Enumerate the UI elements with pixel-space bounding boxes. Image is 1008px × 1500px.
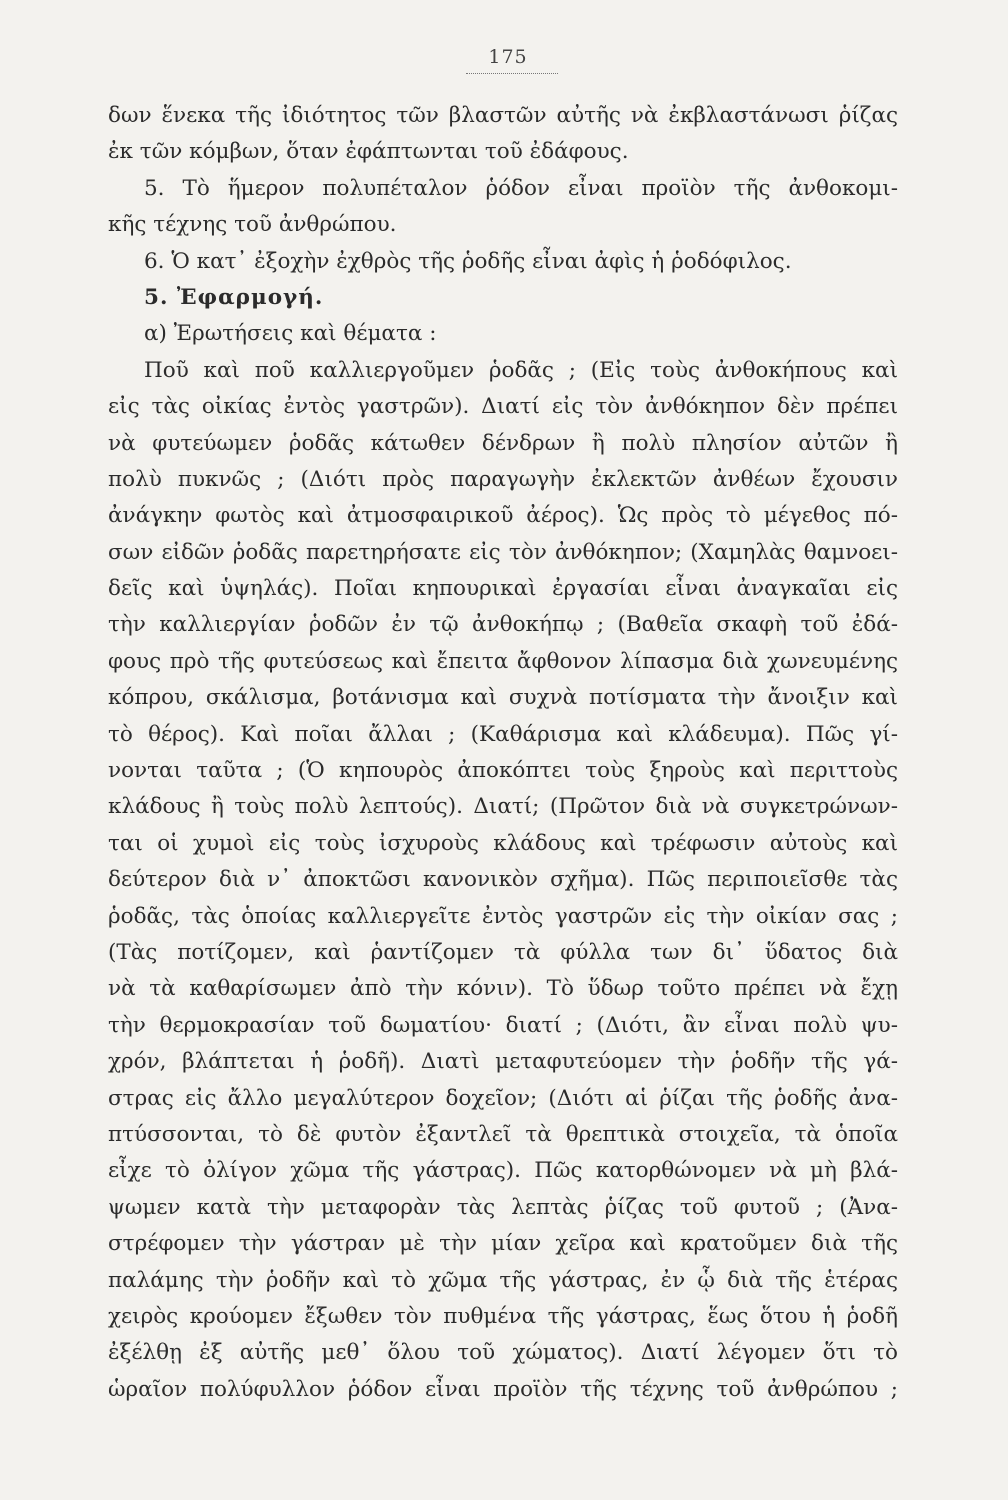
text-line: 6. Ὁ κατ᾽ ἐξοχὴν ἐχθρὸς τῆς ῥοδῆς εἶναι ἀφὶς ἡ ῥοδόφιλος.: [144, 248, 792, 274]
text-line: εἶχε τὸ ὀλίγον χῶμα τῆς γάστρας). Πῶς κατορθώνομεν νὰ μὴ βλά-: [108, 1158, 898, 1184]
text-line: ται οἱ χυμοὶ εἰς τοὺς ἰσχυροὺς κλάδους καὶ τρέφωσιν αὐτοὺς καὶ: [108, 830, 898, 856]
text-line: ῥοδᾶς, τὰς ὁποίας καλλιεργεῖτε ἐντὸς γαστρῶν εἰς τὴν οἰκίαν σας ;: [108, 903, 898, 929]
text-line: νὰ τὰ καθαρίσωμεν ἀπὸ τὴν κόνιν). Τὸ ὕδωρ τοῦτο πρέπει νὰ ἔχῃ: [108, 976, 898, 1002]
text-line: δεῖς καὶ ὑψηλάς). Ποῖαι κηπουρικαὶ ἐργασίαι εἶναι ἀναγκαῖαι εἰς: [108, 576, 898, 602]
section-heading: 5. Ἐφαρμογή.: [144, 284, 324, 310]
text-line: δεύτερον διὰ ν᾽ ἀποκτῶσι κανονικὸν σχῆμα). Πῶς περιποιεῖσθε τὰς: [108, 867, 898, 893]
text-line: σων εἰδῶν ῥοδᾶς παρετηρήσατε εἰς τὸν ἀνθόκηπον; (Χαμηλὰς θαμνοει-: [108, 539, 898, 565]
text-line: κῆς τέχνης τοῦ ἀνθρώπου.: [108, 212, 397, 238]
text-line: ἀνάγκην φωτὸς καὶ ἀτμοσφαιρικοῦ ἀέρος). Ὡς πρὸς τὸ μέγεθος πό-: [108, 503, 898, 529]
text-line: 5. Τὸ ἥμερον πολυπέταλον ῥόδον εἶναι προϊὸν τῆς ἀνθοκομι-: [144, 175, 898, 201]
text-line: χειρὸς κρούομεν ἔξωθεν τὸν πυθμένα τῆς γάστρας, ἕως ὅτου ἡ ῥοδῆ: [108, 1303, 898, 1329]
text-line: εἰς τὰς οἰκίας ἐντὸς γαστρῶν). Διατί εἰς τὸν ἀνθόκηπον δὲν πρέπει: [108, 394, 898, 420]
text-line: πολὺ πυκνῶς ; (Διότι πρὸς παραγωγὴν ἐκλεκτῶν ἀνθέων ἔχουσιν: [108, 466, 898, 492]
text-line: ἐκ τῶν κόμβων, ὅταν ἐφάπτωνται τοῦ ἐδάφους.: [108, 139, 629, 165]
text-line: Ποῦ καὶ ποῦ καλλιεργοῦμεν ῥοδᾶς ; (Εἰς τοὺς ἀνθοκήπους καὶ: [144, 357, 898, 383]
text-line: πτύσσονται, τὸ δὲ φυτὸν ἐξαντλεῖ τὰ θρεπτικὰ στοιχεῖα, τὰ ὁποῖα: [108, 1121, 898, 1147]
text-line: παλάμης τὴν ῥοδῆν καὶ τὸ χῶμα τῆς γάστρας, ἐν ᾧ διὰ τῆς ἑτέρας: [108, 1267, 898, 1293]
text-line: ἐξέλθῃ ἐξ αὐτῆς μεθ᾽ ὅλου τοῦ χώματος). Διατί λέγομεν ὅτι τὸ: [108, 1340, 898, 1366]
text-line: νονται ταῦτα ; (Ὁ κηπουρὸς ἀποκόπτει τοὺς ξηροὺς καὶ περιττοὺς: [108, 758, 898, 784]
text-line: τὸ θέρος). Καὶ ποῖαι ἄλλαι ; (Καθάρισμα καὶ κλάδευμα). Πῶς γί-: [108, 721, 898, 747]
text-line: στρας εἰς ἄλλο μεγαλύτερον δοχεῖον; (Διότι αἱ ῥίζαι τῆς ῥοδῆς ἀνα-: [108, 1085, 898, 1111]
text-line: φους πρὸ τῆς φυτεύσεως καὶ ἔπειτα ἄφθονον λίπασμα διὰ χωνευμένης: [108, 648, 898, 674]
text-line: κόπρου, σκάλισμα, βοτάνισμα καὶ συχνὰ ποτίσματα τὴν ἄνοιξιν καὶ: [108, 685, 898, 711]
text-line: (Τὰς ποτίζομεν, καὶ ῥαντίζομεν τὰ φύλλα των δι᾽ ὕδατος διὰ: [108, 939, 898, 965]
text-line: χρόν, βλάπτεται ἡ ῥοδῆ). Διατὶ μεταφυτεύομεν τὴν ῥοδῆν τῆς γά-: [108, 1049, 898, 1075]
text-line: ὡραῖον πολύφυλλον ῥόδον εἶναι προϊὸν τῆς τέχνης τοῦ ἀνθρώπου ;: [108, 1376, 898, 1402]
text-line: στρέφομεν τὴν γάστραν μὲ τὴν μίαν χεῖρα καὶ κρατοῦμεν διὰ τῆς: [108, 1231, 898, 1257]
text-line: νὰ φυτεύωμεν ῥοδᾶς κάτωθεν δένδρων ἢ πολὺ πλησίον αὐτῶν ἢ: [108, 430, 898, 456]
body-text: [108, 98, 898, 1408]
text-line: τὴν θερμοκρασίαν τοῦ δωματίου· διατί ; (Διότι, ἂν εἶναι πολὺ ψυ-: [108, 1012, 898, 1038]
page-number: 175: [488, 46, 528, 68]
subsection-label: α) Ἐρωτήσεις καὶ θέματα :: [144, 321, 437, 347]
text-line: δων ἕνεκα τῆς ἰδιότητος τῶν βλαστῶν αὐτῆς νὰ ἐκβλαστάνωσι ῥίζας: [108, 103, 898, 128]
text-line: ψωμεν κατὰ τὴν μεταφορὰν τὰς λεπτὰς ῥίζας τοῦ φυτοῦ ; (Ἀνα-: [108, 1194, 898, 1220]
text-line: τὴν καλλιεργίαν ῥοδῶν ἐν τῷ ἀνθοκήπῳ ; (Βαθεῖα σκαφὴ τοῦ ἐδά-: [108, 612, 898, 638]
page-number-rule: [466, 73, 558, 74]
text-line: κλάδους ἢ τοὺς πολὺ λεπτούς). Διατί; (Πρῶτον διὰ νὰ συγκετρώνων-: [108, 794, 898, 820]
